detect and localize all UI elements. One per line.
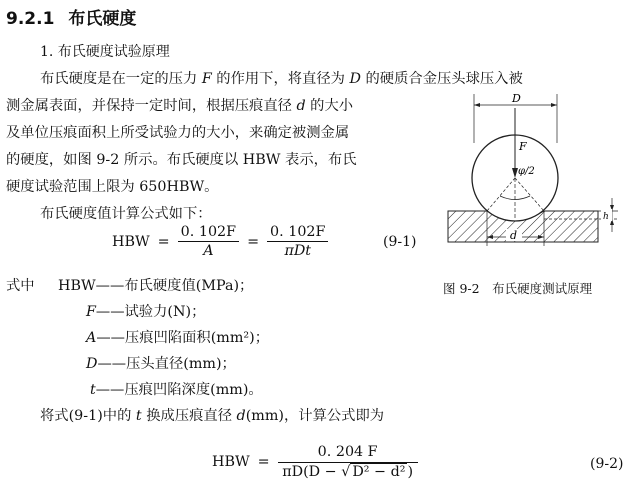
formula1-lhs: HBW [112,233,150,250]
brinell-figure [440,88,636,258]
label-angle: φ/2 [518,166,535,177]
formula2-lhs: HBW [212,454,250,470]
label-D: D [512,92,521,105]
para-line-6: 布氏硬度值计算公式如下： [40,206,212,222]
equation-number-9-1: (9-1) [383,234,417,250]
equation-number-9-2: (9-2) [590,456,624,472]
formula-9-2: HBW = $\frac{0. 204 F}{\text{πD(D − √ D² − d² )}}$ [212,444,418,480]
formula1-frac2: $\frac{0. 102F}{\text{πDt}}$ [267,224,328,259]
where-item-hbw: HBW——布氏硬度值(MPa)； [58,278,254,294]
where-item-t: t——压痕凹陷深度(mm)。 [90,382,263,398]
label-d: d [510,229,518,242]
section-title [6,4,136,29]
where-item-a: A——压痕凹陷面积(mm²)； [86,330,269,346]
label-F: F [519,140,527,153]
formula2-frac: $\frac{0. 204 F}{\text{πD(D − √ D² − d² )}}$ [278,444,418,480]
transition-sentence: 将式(9-1)中的 t 换成压痕直径 d(mm)，计算公式即为 [40,408,385,424]
label-h: h [603,212,609,222]
where-item-d: D——压头直径(mm)； [86,356,236,372]
formula1-frac1: $\frac{0. 102F}{A}$ [178,224,239,259]
subheading: 1. 布氏硬度试验原理 [40,44,170,60]
section-heading: 布氏硬度 [68,9,137,29]
para-line-3: 及单位压痕面积上所受试验力的大小，来确定被测金属 [6,125,350,141]
where-prefix: 式中 [6,278,35,294]
formula-9-1: HBW = $\frac{0. 102F}{A}$ = $\frac{0. 102F}{\text{πDt}}$ [112,224,328,259]
section-number: 9.2.1 [6,9,55,29]
para-line-2: 测金属表面，并保持一定时间，根据压痕直径 d 的大小 [6,98,354,114]
para-line-1: 布氏硬度是在一定的压力 F 的作用下，将直径为 D 的硬质合金压头球压入被 [40,71,523,87]
para-line-4: 的硬度，如图 9-2 所示。布氏硬度以 HBW 表示，布氏 [6,152,357,168]
where-item-f: F——试验力(N)； [86,304,206,320]
figure-caption: 图 9-2 布氏硬度测试原理 [443,281,593,296]
para-line-5: 硬度试验范围上限为 650HBW。 [6,179,219,195]
